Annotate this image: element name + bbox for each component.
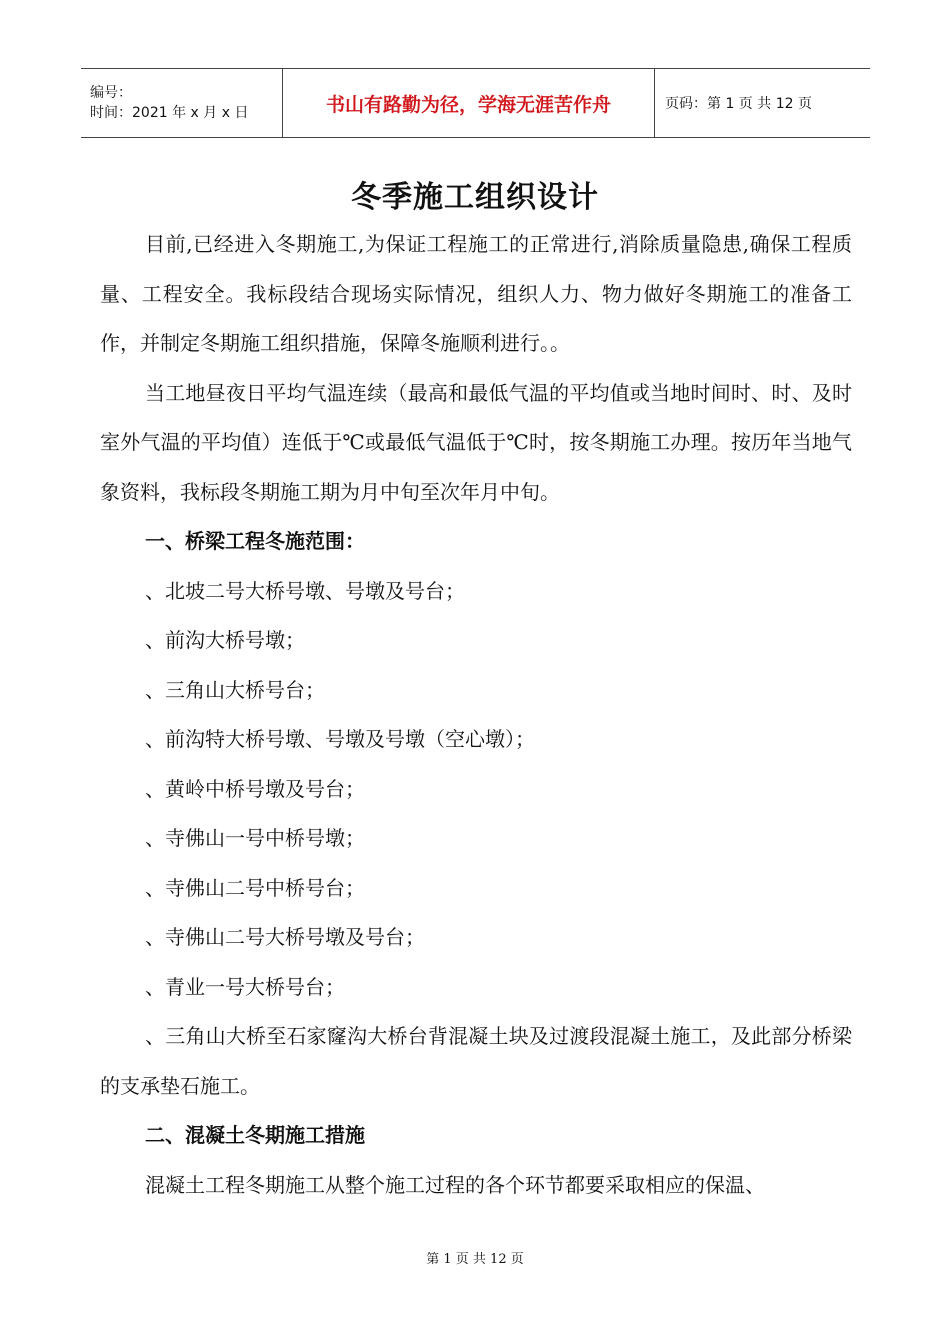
- document-header-table: [81, 68, 870, 138]
- page-info: 页码：第 1 页 共 12 页: [665, 96, 812, 112]
- document-body: [100, 220, 852, 1210]
- list-item: 、寺佛山二号中桥号台；: [145, 875, 365, 900]
- number-label: 编号：: [90, 85, 132, 101]
- list-item: 、寺佛山二号大桥号墩及号台；: [145, 925, 425, 949]
- page-footer: 第 1 页 共 12 页: [426, 1252, 524, 1267]
- list-item: 、青业一号大桥号台；: [145, 974, 345, 999]
- list-item: 、北坡二号大桥号墩、号墩及号台；: [145, 578, 465, 603]
- list-item: 、三角山大桥号台；: [145, 677, 325, 702]
- document-title: 冬季施工组织设计: [351, 180, 599, 215]
- list-item: 、三角山大桥至石家窿沟大桥台背混凝土块及过渡段混凝土施工，及此部分桥梁的支承垫石施工。: [100, 1024, 852, 1098]
- time-label: 时间：2021 年 x 月 x 日: [90, 105, 249, 121]
- list-item: 、寺佛山一号中桥号墩；: [145, 826, 365, 850]
- list-item: 、前沟特大桥号墩、号墩及号墩（空心墩）；: [145, 727, 535, 751]
- header-meta-cell: [81, 69, 282, 137]
- header-page-cell: [655, 69, 870, 137]
- list-item: 、黄岭中桥号墩及号台；: [145, 776, 365, 801]
- section-heading-2: 二、混凝土冬期施工措施: [145, 1123, 365, 1147]
- concrete-paragraph: 混凝土工程冬期施工从整个施工过程的各个环节都要采取相应的保温、: [145, 1172, 765, 1197]
- list-item: 、前沟大桥号墩；: [145, 628, 305, 652]
- intro-paragraph: 目前,已经进入冬期施工,为保证工程施工的正常进行,消除质量隐患,确保工程质量、工程安全。我标段结合现场实际情况，组织人力、物力做好冬期施工的准备工作，并制定冬期施工组织措施，保障冬施顺利进行。。: [100, 232, 852, 355]
- header-motto-cell: [282, 69, 655, 137]
- motto-text: 书山有路勤为径，学海无涯苦作舟: [325, 93, 611, 116]
- temperature-paragraph: 当工地昼夜日平均气温连续（最高和最低气温的平均值或当地时间时、时、及时室外气温的平均值）连低于℃或最低气温低于℃时，按冬期施工办理。按历年当地气象资料，我标段冬期施工期为月中旬至次年月中旬。: [100, 380, 852, 504]
- section-heading-1: 一、桥梁工程冬施范围：: [145, 529, 365, 553]
